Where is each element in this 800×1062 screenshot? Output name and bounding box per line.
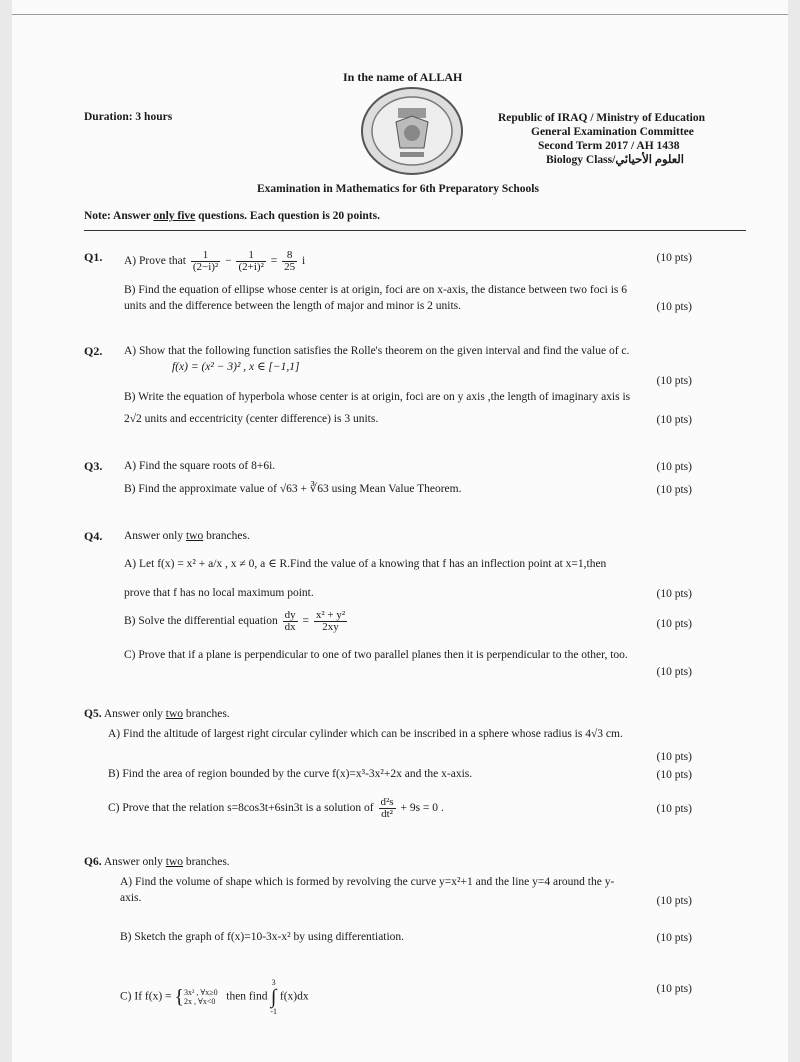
q4-b-points: (10 pts) <box>656 618 692 630</box>
q6-c-then-find: then find <box>226 990 268 1003</box>
q3-number: Q3. <box>84 459 103 473</box>
q1-a-frac-1 <box>191 250 220 273</box>
q1-a-frac-3-den: 25 <box>284 261 296 273</box>
basmala: In the name of ALLAH <box>343 70 463 84</box>
q6-c-case-1: 3x² , ∀x≥0 <box>184 988 218 997</box>
q5-c-frac-num: d²s <box>380 796 394 808</box>
q6-c-integral <box>270 978 277 1016</box>
q4-b-frac-2-den: 2xy <box>322 621 339 633</box>
q1-a-equals: = <box>270 255 278 268</box>
q6-c-cases <box>184 988 218 1006</box>
q5-c-suffix: + 9s = 0 . <box>400 802 444 815</box>
q3-b-points: (10 pts) <box>656 484 692 496</box>
q5-intro-suffix: branches. <box>183 708 230 720</box>
q4-c-points: (10 pts) <box>656 666 692 678</box>
note-suffix: questions. Each question is 20 points. <box>195 210 380 222</box>
q2-b-line-1: B) Write the equation of hyperbola whose center is at origin, foci are on y axis ,the length of imaginary axis is <box>124 391 631 403</box>
q4-c-line-1: C) Prove that if a plane is perpendicular to one of two parallel planes then it is perpendicular to the other, too. <box>124 649 628 661</box>
q6-a-line-1: A) Find the volume of shape which is formed by revolving the curve y=x²+1 and the line y=4 around the y- <box>120 876 615 888</box>
q2-a-points: (10 pts) <box>656 375 692 387</box>
q1-a-frac-1-num: 1 <box>191 250 220 262</box>
q3-b: B) Find the approximate value of √63 + ∛63 using Mean Value Theorem. <box>124 483 462 495</box>
duration: Duration: 3 hours <box>84 111 173 123</box>
ministry-seal-icon <box>360 86 464 176</box>
q6-intro-two: two <box>165 856 184 868</box>
q5-c-frac <box>379 797 396 820</box>
q5-intro-two: two <box>165 708 184 720</box>
q6-b: B) Sketch the graph of f(x)=10-3x-x² by using differentiation. <box>120 931 405 943</box>
q1-a-minus: − <box>225 255 232 268</box>
q4-b-frac-2 <box>314 610 347 633</box>
q6-c-lower-limit: -1 <box>270 1007 277 1016</box>
q4-b-frac-1-den: dx <box>284 621 296 633</box>
q1-a <box>124 250 305 273</box>
q4-b-frac-1-num: dy <box>284 609 296 621</box>
ministry-line-4: Biology Class/العلوم الأحيائي <box>546 154 684 166</box>
q6-number: Q6. <box>84 856 102 868</box>
q5-c-frac-den: dt² <box>381 808 393 820</box>
q1-a-frac-2-den: (2+i)² <box>238 261 264 273</box>
q6-a-line-2: axis. <box>120 892 142 904</box>
q4-b-frac-1 <box>283 610 298 633</box>
q5-c <box>108 797 444 820</box>
q5-c-points: (10 pts) <box>656 803 692 815</box>
q1-b-line-2: units and the difference between the length of major and minor is 2 units. <box>124 300 462 312</box>
q5-a: A) Find the altitude of largest right circular cylinder which can be inscribed in a sphere whose radius is 4√3 cm. <box>108 728 623 740</box>
q4-intro-two: two <box>185 530 204 542</box>
q1-a-frac-1-den: (2−i)² <box>192 261 219 273</box>
q4-b <box>124 610 349 633</box>
q2-b-points: (10 pts) <box>656 414 692 426</box>
q4-a-line-1: A) Let f(x) = x² + a/x , x ≠ 0, a ∈ R.Find the value of a knowing that f has an inflection point at x=1,then <box>124 558 607 570</box>
q6-c-case-2: 2x , ∀x<0 <box>184 997 216 1006</box>
ministry-line-3: Second Term 2017 / AH 1438 <box>538 140 680 152</box>
q6-intro-suffix: branches. <box>183 856 230 868</box>
q2-number: Q2. <box>84 344 103 358</box>
q1-b-line-1: B) Find the equation of ellipse whose center is at origin, foci are on x-axis, the distance between two foci is 6 <box>124 284 627 296</box>
q6-a-points: (10 pts) <box>656 895 692 907</box>
q1-a-prefix: A) Prove that <box>124 255 186 268</box>
q1-a-frac-3 <box>282 250 297 273</box>
q6-b-points: (10 pts) <box>656 932 692 944</box>
ministry-line-1: Republic of IRAQ / Ministry of Education <box>498 112 706 124</box>
q5-b-points: (10 pts) <box>656 769 692 781</box>
q4-a-line-2: prove that f has no local maximum point. <box>124 587 314 599</box>
q4-b-frac-2-num: x² + y² <box>315 609 346 621</box>
q4-intro-prefix: Answer only <box>124 530 186 542</box>
q2-a-line-1: A) Show that the following function satisfies the Rolle's theorem on the given interval and find the value of c. <box>124 345 630 357</box>
note-prefix: Note: Answer <box>84 210 154 222</box>
top-border-line <box>12 14 788 15</box>
q5-header <box>84 707 230 721</box>
q5-intro-prefix: Answer only <box>101 708 166 720</box>
q4-intro-suffix: branches. <box>203 530 250 542</box>
q1-a-frac-3-num: 8 <box>282 250 297 262</box>
q3-a: A) Find the square roots of 8+6i. <box>124 460 276 472</box>
q6-c-upper-limit: 3 <box>271 978 276 987</box>
q1-a-i: i <box>302 255 306 268</box>
ministry-line-2: General Examination Committee <box>531 126 694 138</box>
note-only-five: only five <box>153 210 196 222</box>
q2-a-function: f(x) = (x² − 3)² , x ∈ [−1,1] <box>172 361 300 373</box>
exam-title: Examination in Mathematics for 6th Preparatory Schools <box>257 183 539 195</box>
q5-b: B) Find the area of region bounded by the curve f(x)=x³-3x²+2x and the x-axis. <box>108 768 473 780</box>
q1-b-points: (10 pts) <box>656 301 692 313</box>
q2-b-line-2: 2√2 units and eccentricity (center difference) is 3 units. <box>124 413 379 425</box>
q6-c-brace: { <box>174 986 184 1008</box>
q6-header <box>84 855 230 869</box>
q1-a-points: (10 pts) <box>656 252 692 264</box>
q4-b-equals: = <box>302 615 309 628</box>
q5-number: Q5. <box>84 708 102 720</box>
q3-a-points: (10 pts) <box>656 461 692 473</box>
q4-a-points: (10 pts) <box>656 588 692 600</box>
q1-number: Q1. <box>84 250 103 264</box>
q6-c-integrand: f(x)dx <box>279 990 309 1003</box>
q4-b-prefix: B) Solve the differential equation <box>124 615 278 628</box>
q5-c-prefix: C) Prove that the relation s=8cos3t+6sin3t is a solution of <box>108 802 374 815</box>
exam-sheet <box>12 0 788 1062</box>
q6-intro-prefix: Answer only <box>101 856 166 868</box>
q4-intro <box>124 529 250 543</box>
q4-number: Q4. <box>84 529 103 543</box>
q5-a-points: (10 pts) <box>656 751 692 763</box>
q6-c-prefix: C) If f(x) = <box>120 990 172 1003</box>
q6-c-points: (10 pts) <box>656 983 692 995</box>
header-divider <box>84 230 746 231</box>
q1-a-frac-2-num: 1 <box>236 250 265 262</box>
note <box>84 209 380 223</box>
q1-a-frac-2 <box>236 250 265 273</box>
q6-c <box>120 978 309 1016</box>
integral-sign-icon: ∫ <box>270 986 277 1008</box>
